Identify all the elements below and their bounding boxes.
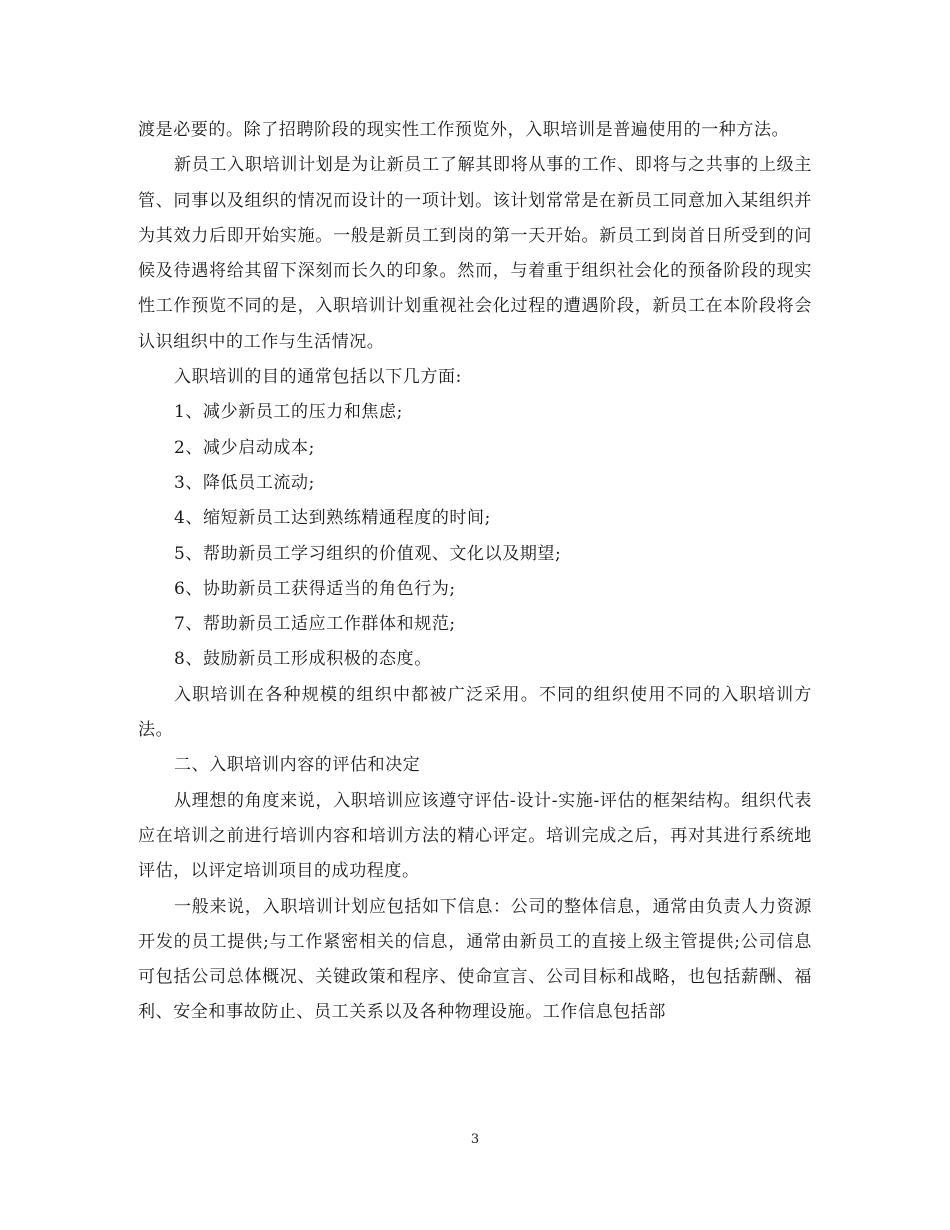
list-item-7: 7、帮助新员工适应工作群体和规范; — [174, 614, 456, 635]
list-item-8: 8、鼓励新员工形成积极的态度。 — [174, 649, 432, 670]
list-item-2: 2、减少启动成本; — [174, 437, 315, 458]
page-number: 3 — [470, 1132, 480, 1147]
paragraph-4: 入职培训在各种规模的组织中都被广泛采用。不同的组织使用不同的入职培训方法。 — [138, 684, 812, 741]
paragraph-5: 从理想的角度来说，入职培训应该遵守评估-设计-实施-评估的框架结构。组织代表应在培训之前进行培训内容和培训方法的精心评定。培训完成之后，再对其进行系统地评估，以评定培训项目的成功程度。 — [138, 790, 812, 882]
paragraph-3: 入职培训的目的通常包括以下几方面: — [174, 367, 462, 388]
paragraph-1: 渡是必要的。除了招聘阶段的现实性工作预览外，入职培训是普遍使用的一种方法。 — [138, 120, 790, 140]
list-item-1: 1、减少新员工的压力和焦虑; — [174, 402, 403, 423]
list-item-5: 5、帮助新员工学习组织的价值观、文化以及期望; — [174, 543, 562, 564]
paragraph-2: 新员工入职培训计划是为让新员工了解其即将从事的工作、即将与之共事的上级主管、同事以及组织的情况而设计的一项计划。该计划常常是在新员工同意加入某组织并为其效力后即开始实施。一般是新员工到岗的第一天开始。新员工到岗首日所受到的问候及待遇将给其留下深刻而长久的印象。然而，与着重于组织社会化的预备阶段的现实性工作预览不同的是，入职培训计划重视社会化过程的遭遇阶段，新员工在本阶段将会认识组织中的工作与生活情况。 — [138, 155, 812, 352]
paragraph-6: 一般来说，入职培训计划应包括如下信息：公司的整体信息，通常由负责人力资源开发的员工提供;与工作紧密相关的信息，通常由新员工的直接上级主管提供;公司信息可包括公司总体概况、关键政策和程序、使命宣言、公司目标和战略，也包括薪酬、福利、安全和事故防止、员工关系以及各种物理设施。工作信息包括部 — [138, 896, 812, 1023]
page-body — [138, 113, 812, 1031]
list-item-4: 4、缩短新员工达到熟练精通程度的时间; — [174, 508, 491, 529]
list-item-6: 6、协助新员工获得适当的角色行为; — [174, 578, 456, 599]
section-heading: 二、入职培训内容的评估和决定 — [174, 755, 421, 776]
list-item-3: 3、降低员工流动; — [174, 472, 315, 493]
